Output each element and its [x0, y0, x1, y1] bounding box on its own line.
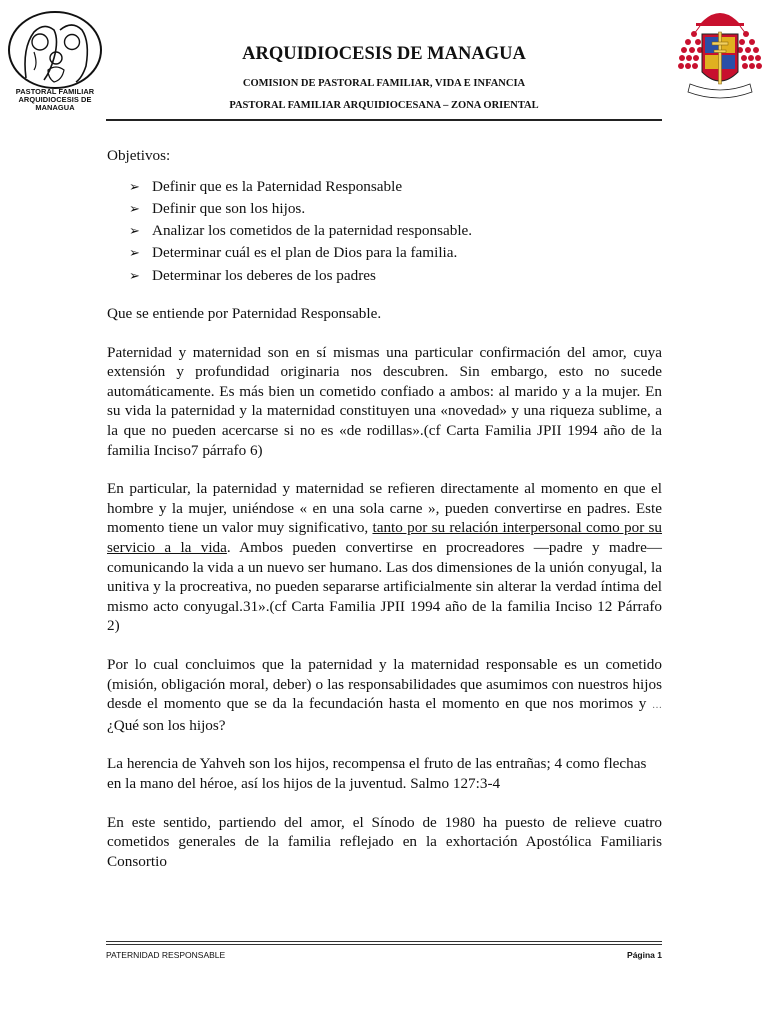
- paragraph-2-underlined: tanto por su relación interpersonal como por su servicio a la vida: [107, 519, 663, 557]
- arrow-bullet-icon: ➢: [129, 200, 140, 216]
- ellipsis: …: [652, 700, 662, 712]
- paragraph-3-start: Por lo cual concluimos que la paternidad y la maternidad responsable es un cometido (misión, obligación moral, deber) o las responsabilidades que asumimos con nuestros hijos desde el momento que se da la fecundación hasta el momento en que nos morimos y: [107, 655, 662, 713]
- section-question: Que se entiende por Paternidad Responsable.: [107, 305, 382, 323]
- logo-caption-line2: ARQUIDIOCESIS DE MANAGUA: [18, 95, 92, 112]
- document-body: [107, 146, 662, 890]
- document-title: ARQUIDIOCESIS DE MANAGUA: [242, 44, 526, 64]
- zone-subtitle: PASTORAL FAMILIAR ARQUIDIOCESANA – ZONA ORIENTAL: [229, 100, 539, 111]
- header-divider: [106, 119, 662, 121]
- footer-document-name: PATERNIDAD RESPONSABLE: [106, 950, 226, 960]
- objective-text: Definir que son los hijos.: [152, 199, 306, 217]
- list-item: [129, 265, 662, 287]
- list-item: [129, 220, 662, 242]
- arrow-bullet-icon: ➢: [129, 223, 140, 239]
- list-item: [129, 176, 662, 198]
- objectives-heading: Objetivos:: [107, 147, 171, 164]
- paragraph-2-start: En particular, la paternidad y maternidad se refieren directamente al momento en que el hombre y la mujer, uniéndose « en una sola carne », pueden convertirse en padres. Este momento tiene un valor muy significativo,: [107, 480, 662, 537]
- arrow-bullet-icon: ➢: [129, 267, 140, 283]
- logo-caption-line1: PASTORAL FAMILIAR: [15, 87, 95, 96]
- paragraph-1: Paternidad y maternidad son en sí mismas una particular confirmación del amor, cuya extensión y profundidad originaria nos descubren. Sin embargo, esto no sucede automáticamente. Es más bien un cometido confiado a ambos: al marido y a la mujer. En su vida la paternidad y la maternidad constituyen una «novedad» y una riqueza sublime, a la que no pueden acercarse si no es «de rodillas».(cf Carta Familia JPII 1994 año de la familia Inciso7 párrafo 6): [107, 343, 662, 459]
- paragraph-3: [107, 655, 662, 735]
- arrow-bullet-icon: ➢: [129, 245, 140, 261]
- footer-divider: [106, 941, 662, 942]
- paragraph-5: En este sentido, partiendo del amor, el Sínodo de 1980 ha puesto de relieve cuatro cometidos generales de la familia reflejado en la exhortación Apostólica Familiaris Consortio: [107, 813, 662, 870]
- objective-text: Determinar los deberes de los padres: [152, 266, 376, 284]
- commission-subtitle: COMISION DE PASTORAL FAMILIAR, VIDA E INFANCIA: [242, 78, 526, 89]
- objective-text: Analizar los cometidos de la paternidad responsable.: [152, 222, 473, 240]
- objective-text: Definir que es la Paternidad Responsable: [152, 177, 403, 195]
- list-item: [129, 242, 662, 264]
- objectives-list: [107, 176, 662, 287]
- paragraph-4: La herencia de Yahveh son los hijos, recompensa el fruto de las entrañas; 4 como flechas en la mano del héroe, así los hijos de la juventud. Salmo 127:3-4: [107, 755, 647, 792]
- paragraph-2-end: . Ambos pueden convertirse en procreadores —padre y madre— comunicando la vida a un nuevo ser humano. Las dos dimensiones de la unión conyugal, la unitiva y la procreativa, no pueden separarse artificialmente sin alterar la verdad íntima del mismo acto conyugal.31».(cf Carta Familia JPII 1994 año de la familia Inciso 12 Párrafo 2): [107, 539, 662, 635]
- paragraph-2: [107, 479, 662, 636]
- list-item: [129, 198, 662, 220]
- footer-divider-secondary: [106, 944, 662, 945]
- objective-text: Determinar cuál es el plan de Dios para la familia.: [152, 244, 458, 262]
- paragraph-3-question: ¿Qué son los hijos?: [107, 716, 226, 734]
- page-number: Página 1: [627, 950, 662, 960]
- arrow-bullet-icon: ➢: [129, 178, 140, 194]
